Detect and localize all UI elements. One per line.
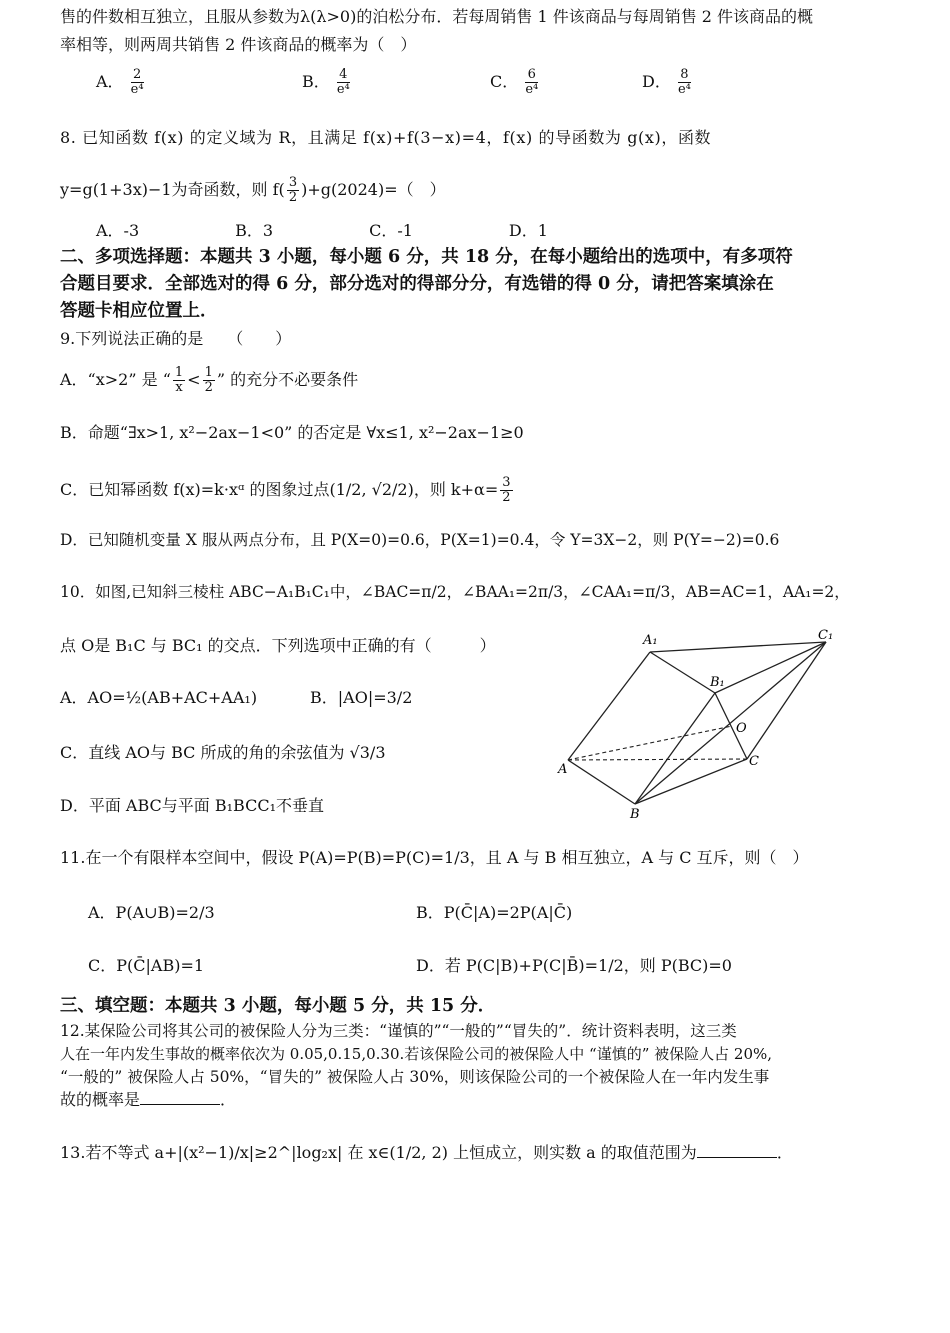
q8-fraction-num: 3 (288, 175, 298, 190)
q9-option-a-den2: 2 (204, 380, 213, 395)
hidden-edge-a-c (568, 759, 747, 760)
q9-option-a (60, 366, 358, 395)
q12-line2: 人在一年内发生事故的概率依次为 0.05,0.15,0.30.若该保险公司的被保险人中 “谨慎的” 被保险人占 20%, (60, 1045, 773, 1063)
q9-option-a-mid: < (187, 370, 201, 389)
q7-option-d-num: 8 (678, 68, 691, 83)
q9-option-b: B．命题“∃x>1, x²−2ax−1<0” 的否定是 ∀x≤1, x²−2ax−1≥0 (60, 423, 524, 442)
q7-option-b-label: B． (302, 72, 330, 91)
q9-option-a-num1: 1 (174, 365, 184, 380)
q7-option-c-label: C． (490, 72, 519, 91)
q8-fraction (287, 176, 299, 205)
q7-option-d-fraction (678, 68, 691, 97)
q9-option-c-point: (1/2, √2/2) (329, 480, 414, 499)
q12-line1: 12.某保险公司将其公司的被保险人分为三类：“谨慎的”“一般的”“冒失的”．统计资料表明，这三类 (60, 1022, 737, 1040)
label-b: B (630, 807, 640, 822)
q12-answer-blank[interactable] (140, 1090, 220, 1105)
q11-option-b: B．P(C̄|A)=2P(A|C̄) (416, 903, 573, 922)
q11-option-c: C．P(C̄|AB)=1 (88, 956, 205, 975)
q7-option-b-num: 4 (337, 68, 350, 83)
q8-options: A．-3 B．3 C．-1 D．1 (96, 221, 548, 240)
q13-period: ． (776, 1143, 793, 1162)
q7-option-b (302, 68, 352, 97)
q11-option-d: D．若 P(C|B)+P(C|B̄)=1/2，则 P(BC)=0 (416, 956, 732, 975)
edge-a-b (568, 760, 635, 804)
q9-stem: 9.下列说法正确的是 （ ） (60, 329, 292, 348)
q13-line (60, 1142, 793, 1164)
q10-line1: 10．如图,已知斜三棱柱 ABC−A₁B₁C₁中，∠BAC=π/2，∠BAA₁=2π/3，∠CAA₁=π/3，AB=AC=1，AA₁=2， (60, 583, 850, 601)
q9-option-c-den: 2 (502, 490, 511, 505)
label-a1: A₁ (643, 633, 658, 648)
q7-option-a-num: 2 (131, 68, 144, 83)
q9-option-c-num: 3 (502, 475, 511, 490)
q9-option-a-den1: x (175, 380, 183, 395)
q9-option-c (60, 476, 515, 505)
q13-answer-blank[interactable] (697, 1143, 777, 1158)
q12-period: ． (220, 1090, 237, 1109)
q7-line1: 售的件数相互独立，且服从参数为λ(λ>0)的泊松分布．若每周销售 1 件该商品与每周销售 2 件该商品的概 (60, 7, 814, 26)
q7-option-d-den: e⁴ (677, 82, 691, 97)
edge-a1-b1 (650, 652, 715, 693)
q9-option-c-frac (500, 476, 512, 505)
label-c1: C₁ (818, 628, 834, 643)
q13-text: 13.若不等式 a+|(x²−1)/x|≥2^|log₂x| 在 x∈(1/2, 2) 上恒成立，则实数 a 的取值范围为 (60, 1143, 697, 1162)
section2-line3: 答题卡相应位置上． (60, 301, 218, 321)
q7-line2: 率相等，则两周共销售 2 件该商品的概率为（ ） (60, 35, 417, 54)
q11-option-a: A．P(A∪B)=2/3 (88, 903, 215, 922)
label-a: A (558, 762, 568, 777)
q8-line1: 8. 已知函数 f(x) 的定义域为 R，且满足 f(x)+f(3−x)=4，f(x) 的导函数为 g(x)，函数 (60, 128, 712, 147)
q12-line4-text: 故的概率是 (60, 1090, 141, 1109)
label-c: C (749, 754, 759, 769)
q12-line4 (60, 1089, 236, 1111)
q11-stem: 11.在一个有限样本空间中，假设 P(A)=P(B)=P(C)=1/3，且 A 与 B 相互独立，A 与 C 互斥，则（ ） (60, 848, 809, 867)
label-o: O (736, 721, 747, 736)
section3-title: 三、填空题：本题共 3 小题，每小题 5 分，共 15 分． (60, 996, 496, 1016)
q9-option-a-end: ” 的充分不必要条件 (216, 370, 359, 389)
q7-option-c (490, 68, 540, 97)
q9-option-a-start: A．“x>2” 是 “ (60, 370, 171, 389)
q7-option-b-fraction (337, 68, 350, 97)
q10-option-a: A．AO=½(AB+AC+AA₁) (60, 688, 258, 707)
edge-a1-c1 (650, 642, 826, 652)
q10-option-b: B．|AO|=3/2 (310, 688, 413, 707)
section2-line1: 二、多项选择题：本题共 3 小题，每小题 6 分，共 18 分，在每小题给出的选项中，有多项符 (60, 247, 793, 267)
q7-option-c-den: e⁴ (525, 82, 539, 97)
q7-option-b-den: e⁴ (336, 82, 350, 97)
q7-option-d (642, 68, 693, 97)
diag-b-c1 (635, 642, 826, 804)
q10-option-c: C．直线 AO与 BC 所成的角的余弦值为 √3/3 (60, 743, 386, 762)
q9-option-a-frac2 (203, 366, 215, 395)
q7-option-c-fraction (525, 68, 538, 97)
q8-line2-b: )+g(2024)=（ ） (301, 180, 446, 199)
q10-option-d: D．平面 ABC与平面 B₁BCC₁不垂直 (60, 796, 324, 815)
q9-option-c-start: C．已知幂函数 f(x)=k·xᵅ 的图象过点 (60, 480, 330, 499)
q8-line2 (60, 176, 446, 205)
q8-line2-a: y=g(1+3x)−1为奇函数，则 f( (60, 180, 285, 199)
q12-line3: “一般的” 被保险人占 50%，“冒失的” 被保险人占 30%，则该保险公司的一个被保险人在一年内发生事 (60, 1068, 770, 1086)
q7-option-a (96, 68, 146, 97)
section2-line2: 合题目要求．全部选对的得 6 分，部分选对的得部分分，有选错的得 0 分，请把答案填涂在 (60, 274, 774, 294)
label-b1: B₁ (710, 675, 725, 690)
q7-option-c-num: 6 (525, 68, 538, 83)
q7-option-d-label: D． (642, 72, 671, 91)
q7-option-a-den: e⁴ (130, 82, 144, 97)
q9-option-c-mid: ，则 k+α= (413, 480, 499, 499)
q8-fraction-den: 2 (288, 190, 298, 205)
q7-option-a-label: A． (96, 72, 124, 91)
edge-a-a1 (568, 652, 650, 760)
prism-figure (550, 628, 850, 823)
q9-option-a-num2: 1 (204, 365, 213, 380)
q7-option-a-fraction (131, 68, 144, 97)
q10-line2: 点 O是 B₁C 与 BC₁ 的交点．下列选项中正确的有（ ） (60, 636, 496, 655)
q9-option-d: D．已知随机变量 X 服从两点分布，且 P(X=0)=0.6，P(X=1)=0.4，令 Y=3X−2，则 P(Y=−2)=0.6 (60, 531, 780, 549)
q9-option-a-frac1 (173, 366, 185, 395)
